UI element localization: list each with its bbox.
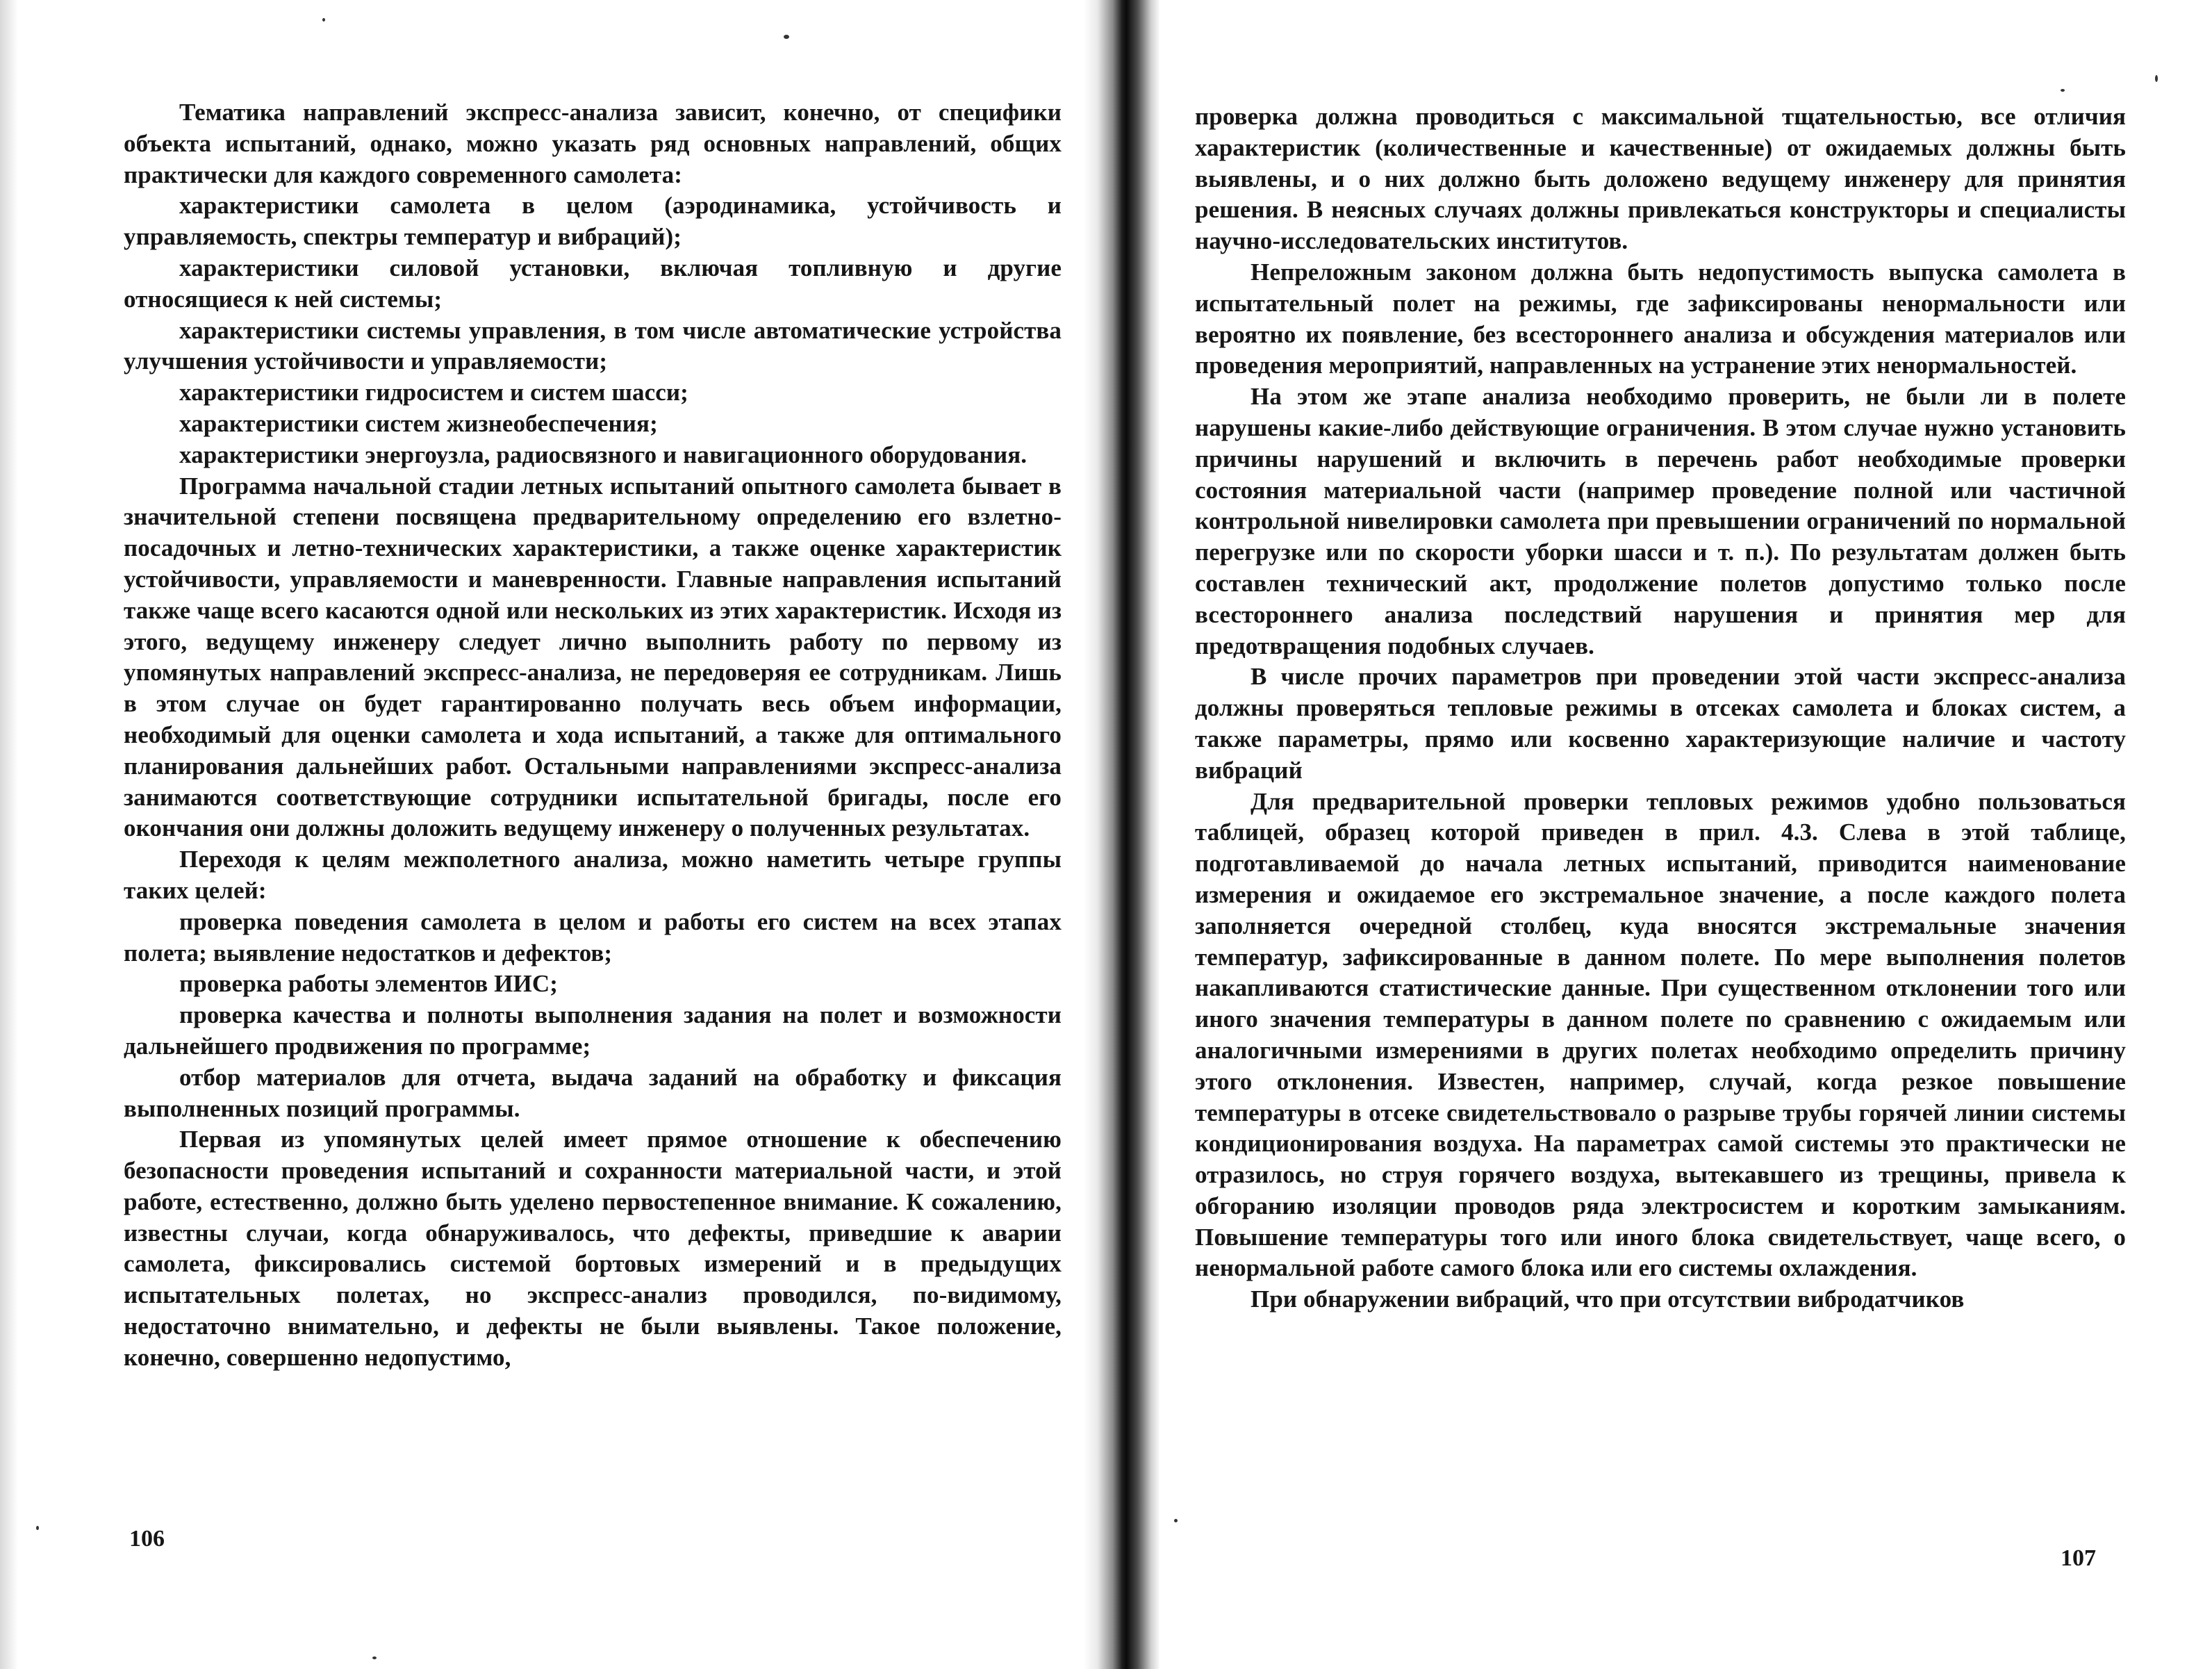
- list-item: характеристики гидросистем и систем шасси;: [179, 379, 688, 406]
- paragraph: В числе прочих параметров при проведении этой части экспресс-анализа должны проверяться тепловые режимы в отсеках самолета и блоках систем, а также параметры, прямо или косвенно характеризующие наличие и частоту вибраций: [1195, 663, 2126, 784]
- list-item: отбор материалов для отчета, выдача заданий на обработку и фиксация выполненных позиций программы.: [124, 1063, 1062, 1122]
- paragraph: Тематика направлений экспресс-анализа зависит, конечно, от специфики объекта испытаний, однако, можно указать ряд основных направлений, общих практически для каждого современного самолета:: [124, 99, 1062, 188]
- scan-speck: [372, 1656, 377, 1659]
- list-item: проверка работы элементов ИИС;: [179, 970, 558, 998]
- right-page-number: 107: [2061, 1545, 2096, 1571]
- list-item: характеристики самолета в целом (аэродинамика, устойчивость и управляемость, спектры температур и вибраций);: [124, 192, 1062, 251]
- list-item: проверка качества и полноты выполнения задания на полет и возможности дальнейшего продвижения по программе;: [124, 1001, 1062, 1060]
- paragraph: Непреложным законом должна быть недопустимость выпуска самолета в испытательный полет на режимы, где зафиксированы ненормальности или вероятно их появление, без всестороннего анализа и обсуждения материалов или проведения мероприятий, направленных на устранение этих ненормальностей.: [1195, 258, 2126, 379]
- paragraph: проверка должна проводиться с максимальной тщательностью, все отличия характеристик (количественные и качественные) от ожидаемых должны быть выявлены, и о них должно быть доложено ведущему инженеру для принятия решения. В неясных случаях должны привлекаться конструкторы и специалисты научно-исследовательских институтов.: [1195, 103, 2126, 255]
- right-page-text: [1195, 101, 2126, 1315]
- scan-speck: [784, 35, 789, 39]
- paragraph: На этом же этапе анализа необходимо проверить, не были ли в полете нарушены какие-либо действующие ограничения. В этом случае нужно установить причины нарушений и включить в перечень работ необходимые проверки состояния материальной части (например проведение полной или частичной контрольной нивелировки самолета при превышении ограничений по нормальной перегрузке или по скорости уборки шасси и т. п.). По результатам должен быть составлен технический акт, продолжение полетов допустимо только после всестороннего анализа последствий нарушения и принятия мер для предотвращения подобных случаев.: [1195, 383, 2126, 659]
- paragraph: Первая из упомянутых целей имеет прямое отношение к обеспечению безопасности проведения испытаний и сохранности материальной части, и этой работе, естественно, должно быть уделено первостепенное внимание. К сожалению, известны случаи, когда обнаруживалось, что дефекты, приведшие к аварии самолета, фиксировались системой бортовых измерений и в предыдущих испытательных полетах, но экспресс-анализ проводился, по-видимому, недостаточно внимательно, и дефекты не были выявлены. Такое положение, конечно, совершенно недопустимо,: [124, 1126, 1062, 1371]
- paragraph: Переходя к целям межполетного анализа, можно наметить четыре группы таких целей:: [124, 846, 1062, 904]
- list-item: характеристики систем жизнеобеспечения;: [179, 409, 658, 437]
- paragraph: Программа начальной стадии летных испытаний опытного самолета бывает в значительной степени посвящена предварительному определению его взлетно-посадочных и летно-технических характеристики, а также оценке характеристик устойчивости, управляемости и маневренности. Главные направления испытаний также чаще всего касаются одной или нескольких из этих характеристик. Исходя из этого, ведущему инженеру следует лично выполнить работу по первому из упомянутых направлений экспресс-анализа, не передоверяя ее сотрудникам. Лишь в этом случае он будет гарантированно получать весь объем информации, необходимый для оценки самолета и хода испытаний, а также для оптимального планирования дальнейших работ. Остальными направлениями экспресс-анализа занимаются соответствующие сотрудники испытательной бригады, после его окончания они должны доложить ведущему инженеру о полученных результатах.: [124, 472, 1062, 842]
- list-item: характеристики силовой установки, включая топливную и другие относящиеся к ней системы;: [124, 254, 1062, 313]
- scan-edge-shadow: [0, 0, 18, 1669]
- scan-speck: [322, 18, 325, 22]
- scan-speck: [2061, 89, 2065, 92]
- scan-speck: [36, 1526, 39, 1530]
- paragraph: При обнаружении вибраций, что при отсутствии вибродатчиков: [1251, 1285, 1965, 1313]
- list-item: характеристики системы управления, в том числе автоматические устройства улучшения устойчивости и управляемости;: [124, 316, 1062, 375]
- list-item: характеристики энергоузла, радиосвязного и навигационного оборудования.: [179, 441, 1027, 468]
- paragraph: Для предварительной проверки тепловых режимов удобно пользоваться таблицей, образец которой приведен в прил. 4.3. Слева в этой таблице, подготавливаемой до начала летных испытаний, приводится наименование измерения и ожидаемое его экстремальное значение, а после каждого полета заполняется очередной столбец, куда вносятся экстремальные значения температур, зафиксированные в данном полете. По мере выполнения полетов накапливаются статистические данные. При существенном отклонении того или иного значения температуры в данном полете по сравнению с ожидаемым или аналогичными измерениями в других полетах необходимо определить причину этого отклонения. Известен, например, случай, когда резкое повышение температуры в отсеке свидетельствовало о разрыве трубы горячей линии системы кондиционирования воздуха. На параметрах самой системы это практически не отразилось, но струя горячего воздуха, вытекавшего из трещины, привела к обгоранию изоляции проводов ряда электросистем и коротким замыканиям. Повышение температуры того или иного блока свидетельствует, чаще всего, о ненормальной работе самого блока или его системы охлаждения.: [1195, 787, 2126, 1282]
- list-item: проверка поведения самолета в целом и работы его систем на всех этапах полета; выявление недостатков и дефектов;: [124, 907, 1062, 967]
- book-gutter-shadow: [1084, 0, 1160, 1669]
- scan-speck: [1174, 1519, 1178, 1522]
- scan-speck: [2155, 75, 2158, 82]
- left-page-number: 106: [129, 1526, 165, 1552]
- left-page-text: [124, 97, 1062, 1374]
